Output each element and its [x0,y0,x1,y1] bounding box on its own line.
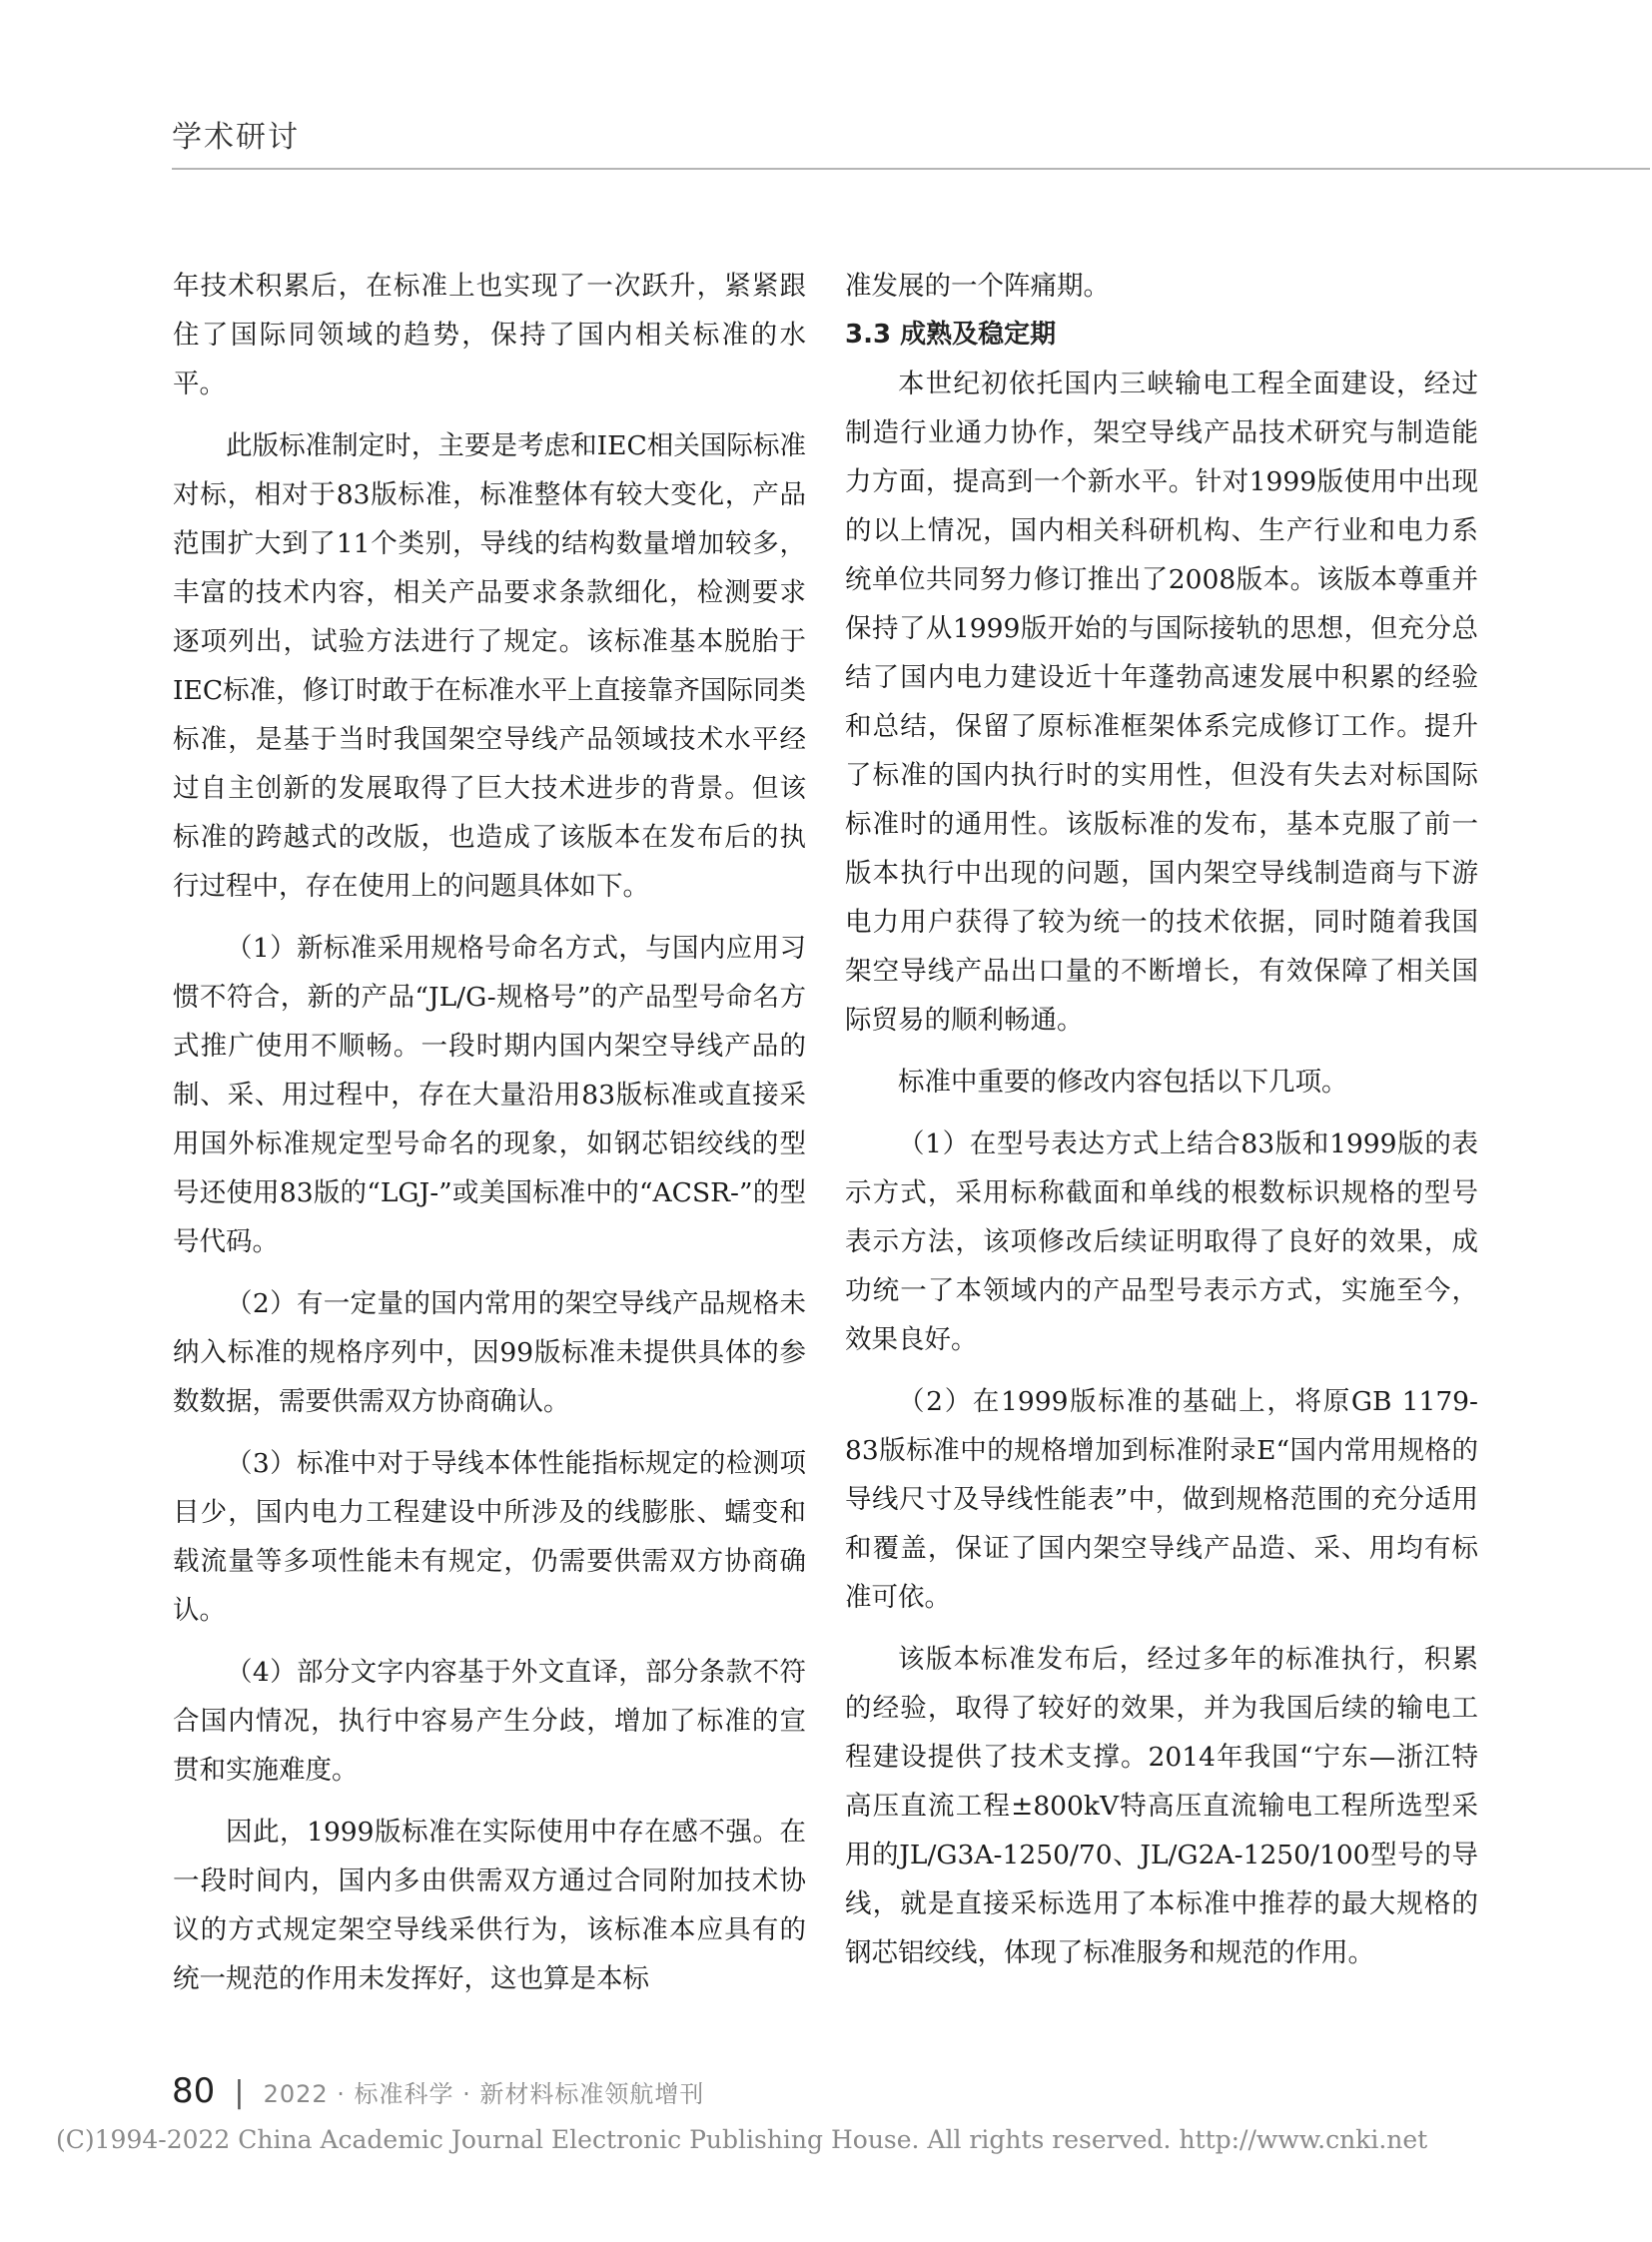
right-column [845,262,1478,1990]
left-column [173,262,806,2016]
paragraph: （4）部分文字内容基于外文直译，部分条款不符合国内情况，执行中容易产生分歧，增加了标准的宣贯和实施难度。 [173,1657,806,1786]
paragraph: 因此，1999版标准在实际使用中存在感不强。在一段时间内，国内多由供需双方通过合同附加技术协议的方式规定架空导线采供行为，该标准本应具有的统一规范的作用未发挥好，这也算是本标 [173,1817,806,1994]
journal-info: 2022 · 标准科学 · 新材料标准领航增刊 [263,2080,705,2108]
paragraph: 该版本标准发布后，经过多年的标准执行，积累的经验，取得了较好的效果，并为我国后续的输电工程建设提供了技术支撑。2014年我国“宁东—浙江特高压直流工程±800kV特高压直流输电工程所选型采用的JL/G3A-1250/70、JL/G2A-1250/100型号的导线，就是直接采标选用了本标准中推荐的最大规格的钢芯铝绞线，体现了标准服务和规范的作用。 [845,1644,1478,1968]
paragraph: 年技术积累后，在标准上也实现了一次跃升，紧紧跟住了国际同领域的趋势，保持了国内相关标准的水平。 [173,271,806,399]
paragraph: 标准中重要的修改内容包括以下几项。 [898,1067,1348,1098]
header-divider [172,168,1650,170]
copyright-notice: (C)1994-2022 China Academic Journal Electronic Publishing House. All rights reserved. http://www.cnki.net [56,2125,1428,2154]
paragraph: 本世纪初依托国内三峡输电工程全面建设，经过制造行业通力协作，架空导线产品技术研究与制造能力方面，提高到一个新水平。针对1999版使用中出现的以上情况，国内相关科研机构、生产行业和电力系统单位共同努力修订推出了2008版本。该版本尊重并保持了从1999版开始的与国际接轨的思想，但充分总结了国内电力建设近十年蓬勃高速发展中积累的经验和总结，保留了原标准框架体系完成修订工作。提升了标准的国内执行时的实用性，但没有失去对标国际标准时的通用性。该版标准的发布，基本克服了前一版本执行中出现的问题，国内架空导线制造商与下游电力用户获得了较为统一的技术依据，同时随着我国架空导线产品出口量的不断增长，有效保障了相关国际贸易的顺利畅通。 [845,369,1478,1036]
paragraph: （1）新标准采用规格号命名方式，与国内应用习惯不符合，新的产品“JL/G-规格号”的产品型号命名方式推广使用不顺畅。一段时期内国内架空导线产品的制、采、用过程中，存在大量沿用83版标准或直接采用国外标准规定型号命名的现象，如钢芯铝绞线的型号还使用83版的“LGJ-”或美国标准中的“ACSR-”的型号代码。 [173,933,806,1257]
paragraph: （2）有一定量的国内常用的架空导线产品规格未纳入标准的规格序列中，因99版标准未提供具体的参数数据，需要供需双方协商确认。 [173,1288,806,1417]
paragraph: （2）在1999版标准的基础上，将原GB 1179-83版标准中的规格增加到标准附录E“国内常用规格的导线尺寸及导线性能表”中，做到规格范围的充分适用和覆盖，保证了国内架空导线产品造、采、用均有标准可依。 [845,1386,1478,1613]
section-title: 学术研讨 [172,120,300,155]
paragraph: （3）标准中对于导线本体性能指标规定的检测项目少，国内电力工程建设中所涉及的线膨胀、蠕变和载流量等多项性能未有规定，仍需要供需双方协商确认。 [173,1448,806,1626]
paragraph: 此版标准制定时，主要是考虑和IEC相关国际标准对标，相对于83版标准，标准整体有较大变化，产品范围扩大到了11个类别，导线的结构数量增加较多，丰富的技术内容，相关产品要求条款细化，检测要求逐项列出，试验方法进行了规定。该标准基本脱胎于IEC标准，修订时敢于在标准水平上直接靠齐国际同类标准，是基于当时我国架空导线产品领域技术水平经过自主创新的发展取得了巨大技术进步的背景。但该标准的跨越式的改版，也造成了该版本在发布后的执行过程中，存在使用上的问题具体如下。 [173,430,806,902]
paragraph: （1）在型号表达方式上结合83版和1999版的表示方式，采用标称截面和单线的根数标识规格的型号表示方法，该项修改后续证明取得了良好的效果，成功统一了本领域内的产品型号表示方式，实施至今，效果良好。 [845,1128,1478,1355]
section-heading: 3.3 成熟及稳定期 [845,320,1057,350]
page-footer [172,2071,704,2111]
paragraph: 准发展的一个阵痛期。 [845,271,1110,302]
page-number: 80 [172,2071,216,2111]
footer-separator: | [234,2075,245,2110]
